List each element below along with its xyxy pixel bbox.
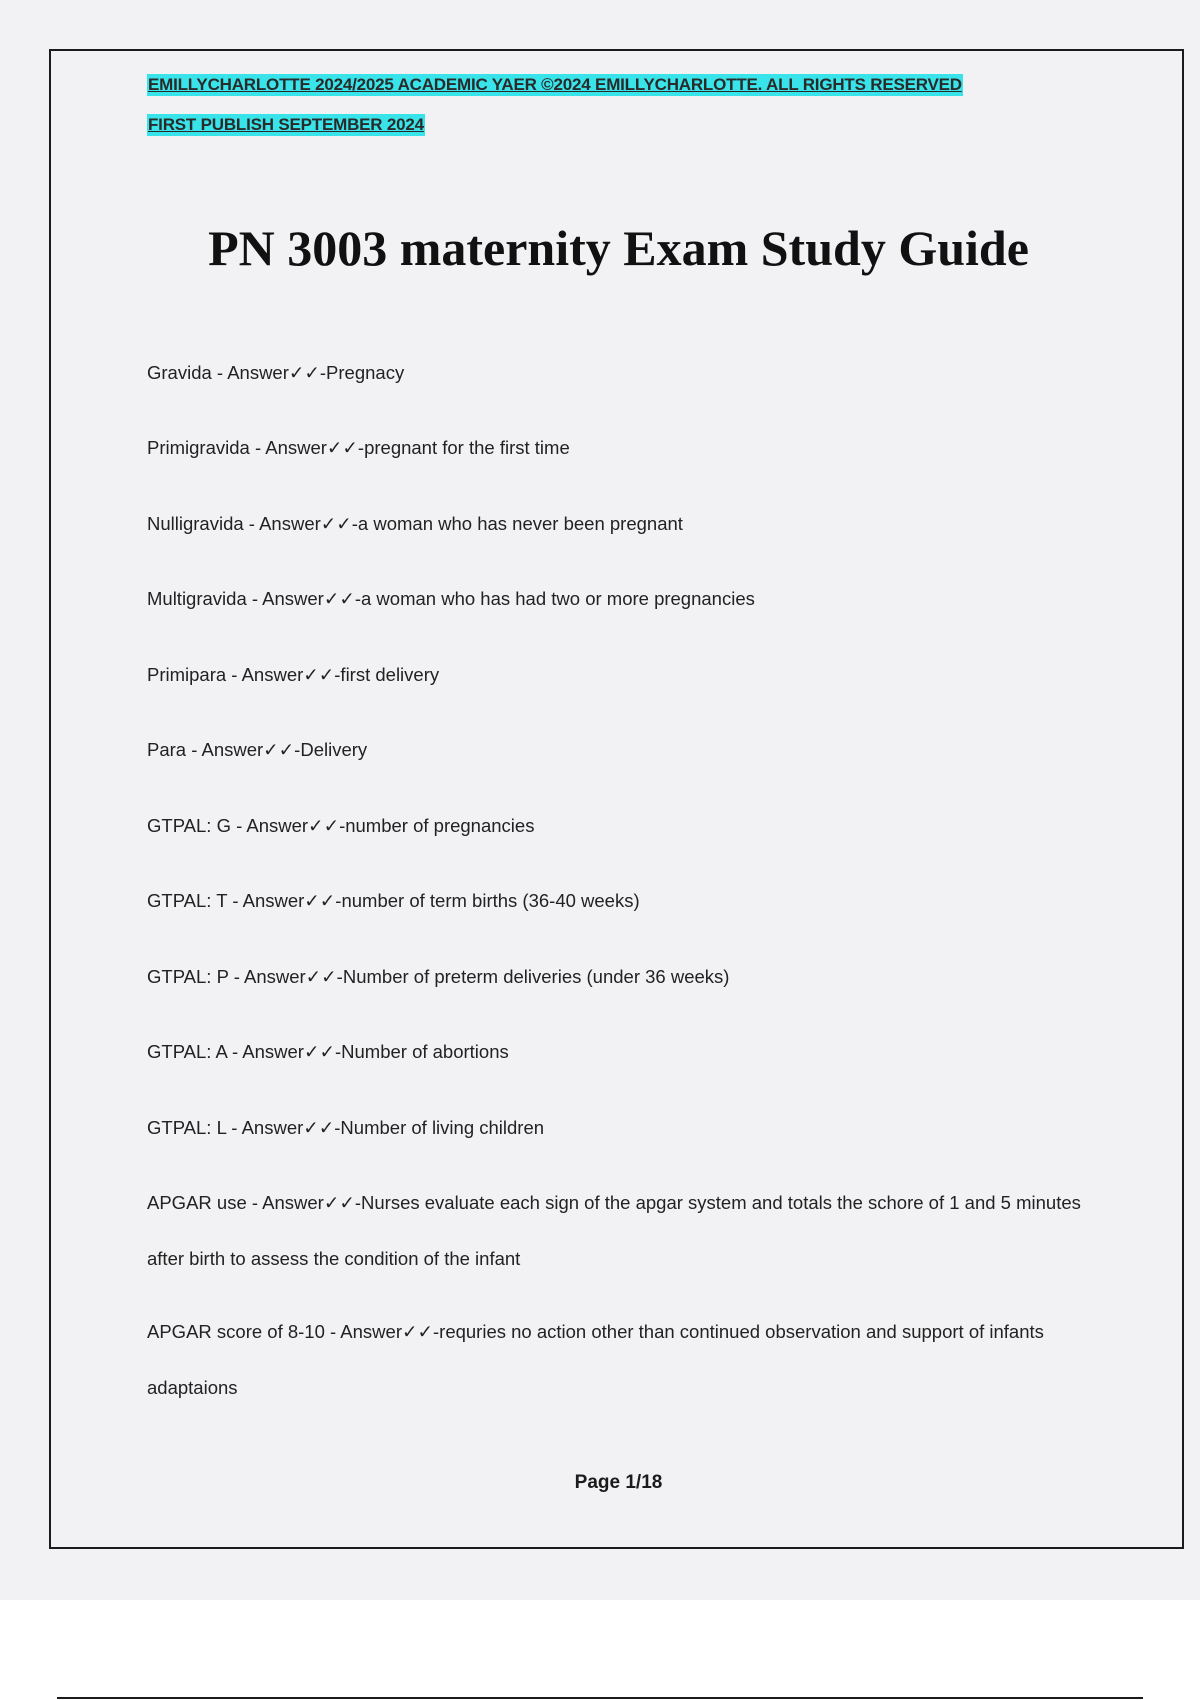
document-page [49, 49, 1184, 1549]
study-entry: Gravida - Answer✓✓-Pregnacy [147, 362, 405, 383]
publish-date-text: FIRST PUBLISH SEPTEMBER 2024 [148, 115, 424, 134]
publish-date-header [147, 115, 425, 135]
study-entry: Para - Answer✓✓-Delivery [147, 739, 368, 760]
study-entry: Nulligravida - Answer✓✓-a woman who has never been pregnant [147, 513, 683, 534]
copyright-header-text: EMILLYCHARLOTTE 2024/2025 ACADEMIC YAER ©2024 EMILLYCHARLOTTE. ALL RIGHTS RESERVED [148, 75, 962, 94]
study-entry: GTPAL: P - Answer✓✓-Number of preterm deliveries (under 36 weeks) [147, 966, 730, 987]
study-entry: GTPAL: A - Answer✓✓-Number of abortions [147, 1041, 509, 1062]
study-entry: APGAR score of 8-10 - Answer✓✓-requries no action other than continued observation and support of infants adaptaions [147, 1321, 1044, 1398]
study-entry: Primipara - Answer✓✓-first delivery [147, 664, 440, 685]
next-page-top-border [57, 1697, 1143, 1699]
study-entry: Primigravida - Answer✓✓-pregnant for the first time [147, 437, 570, 458]
study-entry: APGAR use - Answer✓✓-Nurses evaluate each sign of the apgar system and totals the schore of 1 and 5 minutes after birth to assess the condition of the infant [147, 1192, 1081, 1269]
page-number: Page 1/18 [574, 1472, 663, 1493]
study-entry: GTPAL: G - Answer✓✓-number of pregnancies [147, 815, 535, 836]
study-entry: GTPAL: T - Answer✓✓-number of term births (36-40 weeks) [147, 890, 640, 911]
study-entry: GTPAL: L - Answer✓✓-Number of living children [147, 1117, 545, 1138]
copyright-header [147, 75, 963, 95]
study-entry: Multigravida - Answer✓✓-a woman who has had two or more pregnancies [147, 588, 755, 609]
document-title: PN 3003 maternity Exam Study Guide [208, 220, 1029, 276]
